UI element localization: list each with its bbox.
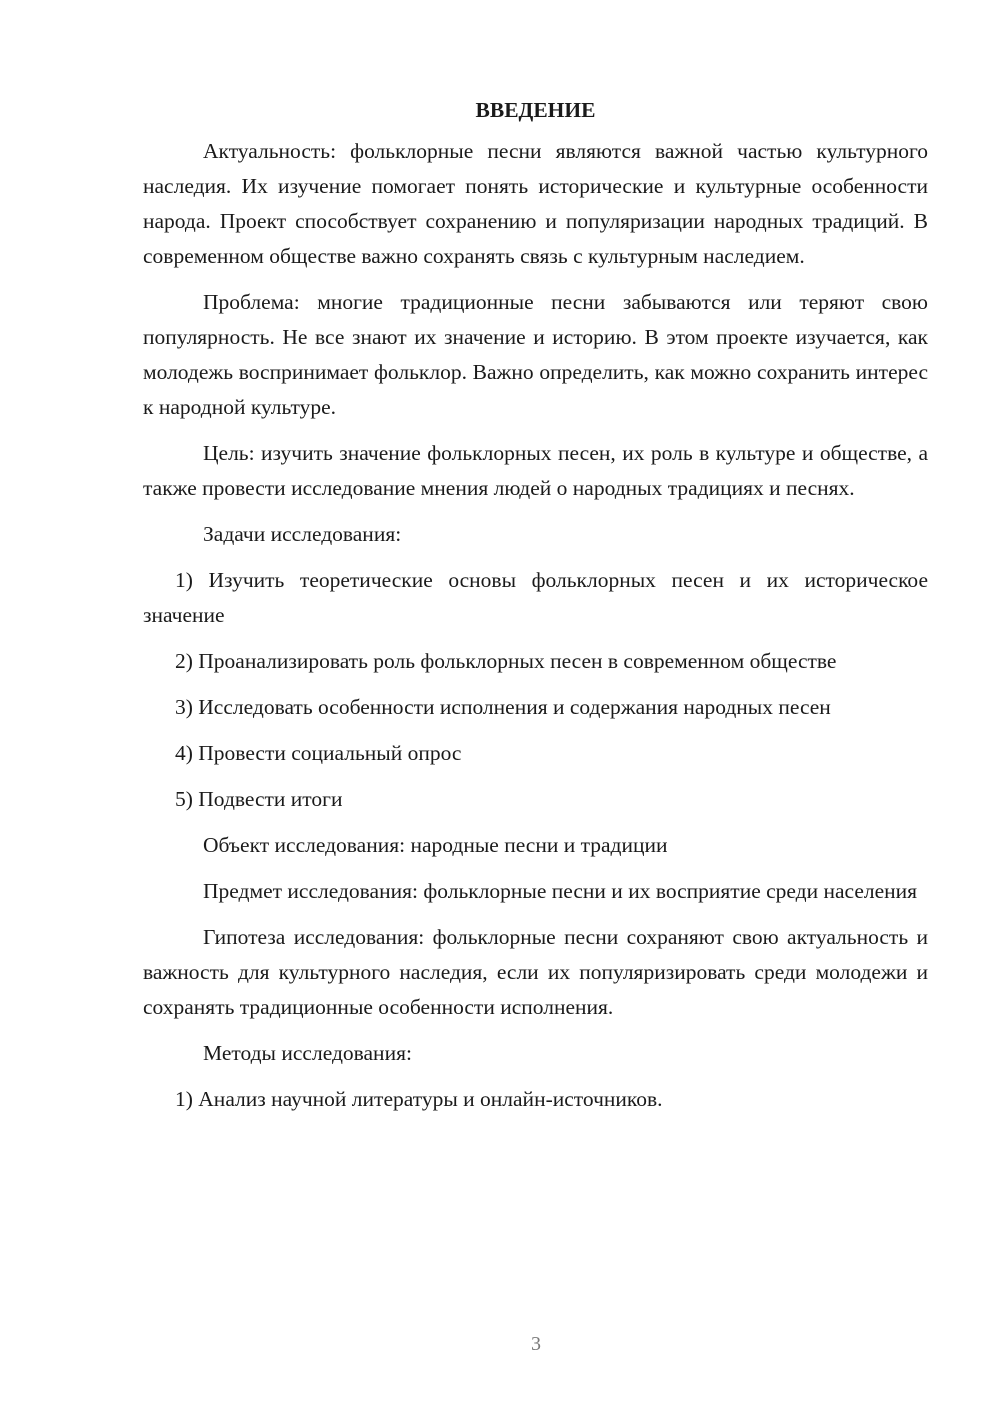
tasks-heading: Задачи исследования: <box>203 522 402 546</box>
problem-paragraph: Проблема: многие традиционные песни забываются или теряют свою популярность. Не все знают их значение и историю. В этом проекте изучается, как молодежь воспринимает фольклор. Важно определить, как можно сохранить интерес к народной культуре. <box>143 290 928 419</box>
goal-paragraph: Цель: изучить значение фольклорных песен, их роль в культуре и обществе, а также провести исследование мнения людей о народных традициях и песнях. <box>143 441 928 500</box>
object-paragraph: Объект исследования: народные песни и традиции <box>203 833 668 857</box>
hypothesis-paragraph: Гипотеза исследования: фольклорные песни сохраняют свою актуальность и важность для культурного наследия, если их популяризировать среди молодежи и сохранять традиционные особенности исполнения. <box>143 925 928 1019</box>
task-item: 5) Подвести итоги <box>175 787 343 811</box>
task-item: 2) Проанализировать роль фольклорных песен в современном обществе <box>175 649 837 673</box>
page-number: 3 <box>531 1333 541 1355</box>
subject-paragraph: Предмет исследования: фольклорные песни и их восприятие среди населения <box>203 879 918 903</box>
task-item: 1) Изучить теоретические основы фольклорных песен и их историческое значение <box>143 568 928 627</box>
page-content <box>143 93 928 1128</box>
task-item: 3) Исследовать особенности исполнения и содержания народных песен <box>175 695 831 719</box>
task-item: 4) Провести социальный опрос <box>175 741 462 765</box>
relevance-paragraph: Актуальность: фольклорные песни являются важной частью культурного наследия. Их изучение помогает понять исторические и культурные особенности народа. Проект способствует сохранению и популяризации народных традиций. В современном обществе важно сохранять связь с культурным наследием. <box>143 139 928 268</box>
methods-heading: Методы исследования: <box>203 1041 412 1065</box>
method-item: 1) Анализ научной литературы и онлайн-источников. <box>175 1087 663 1111</box>
section-title: ВВЕДЕНИЕ <box>475 98 596 122</box>
